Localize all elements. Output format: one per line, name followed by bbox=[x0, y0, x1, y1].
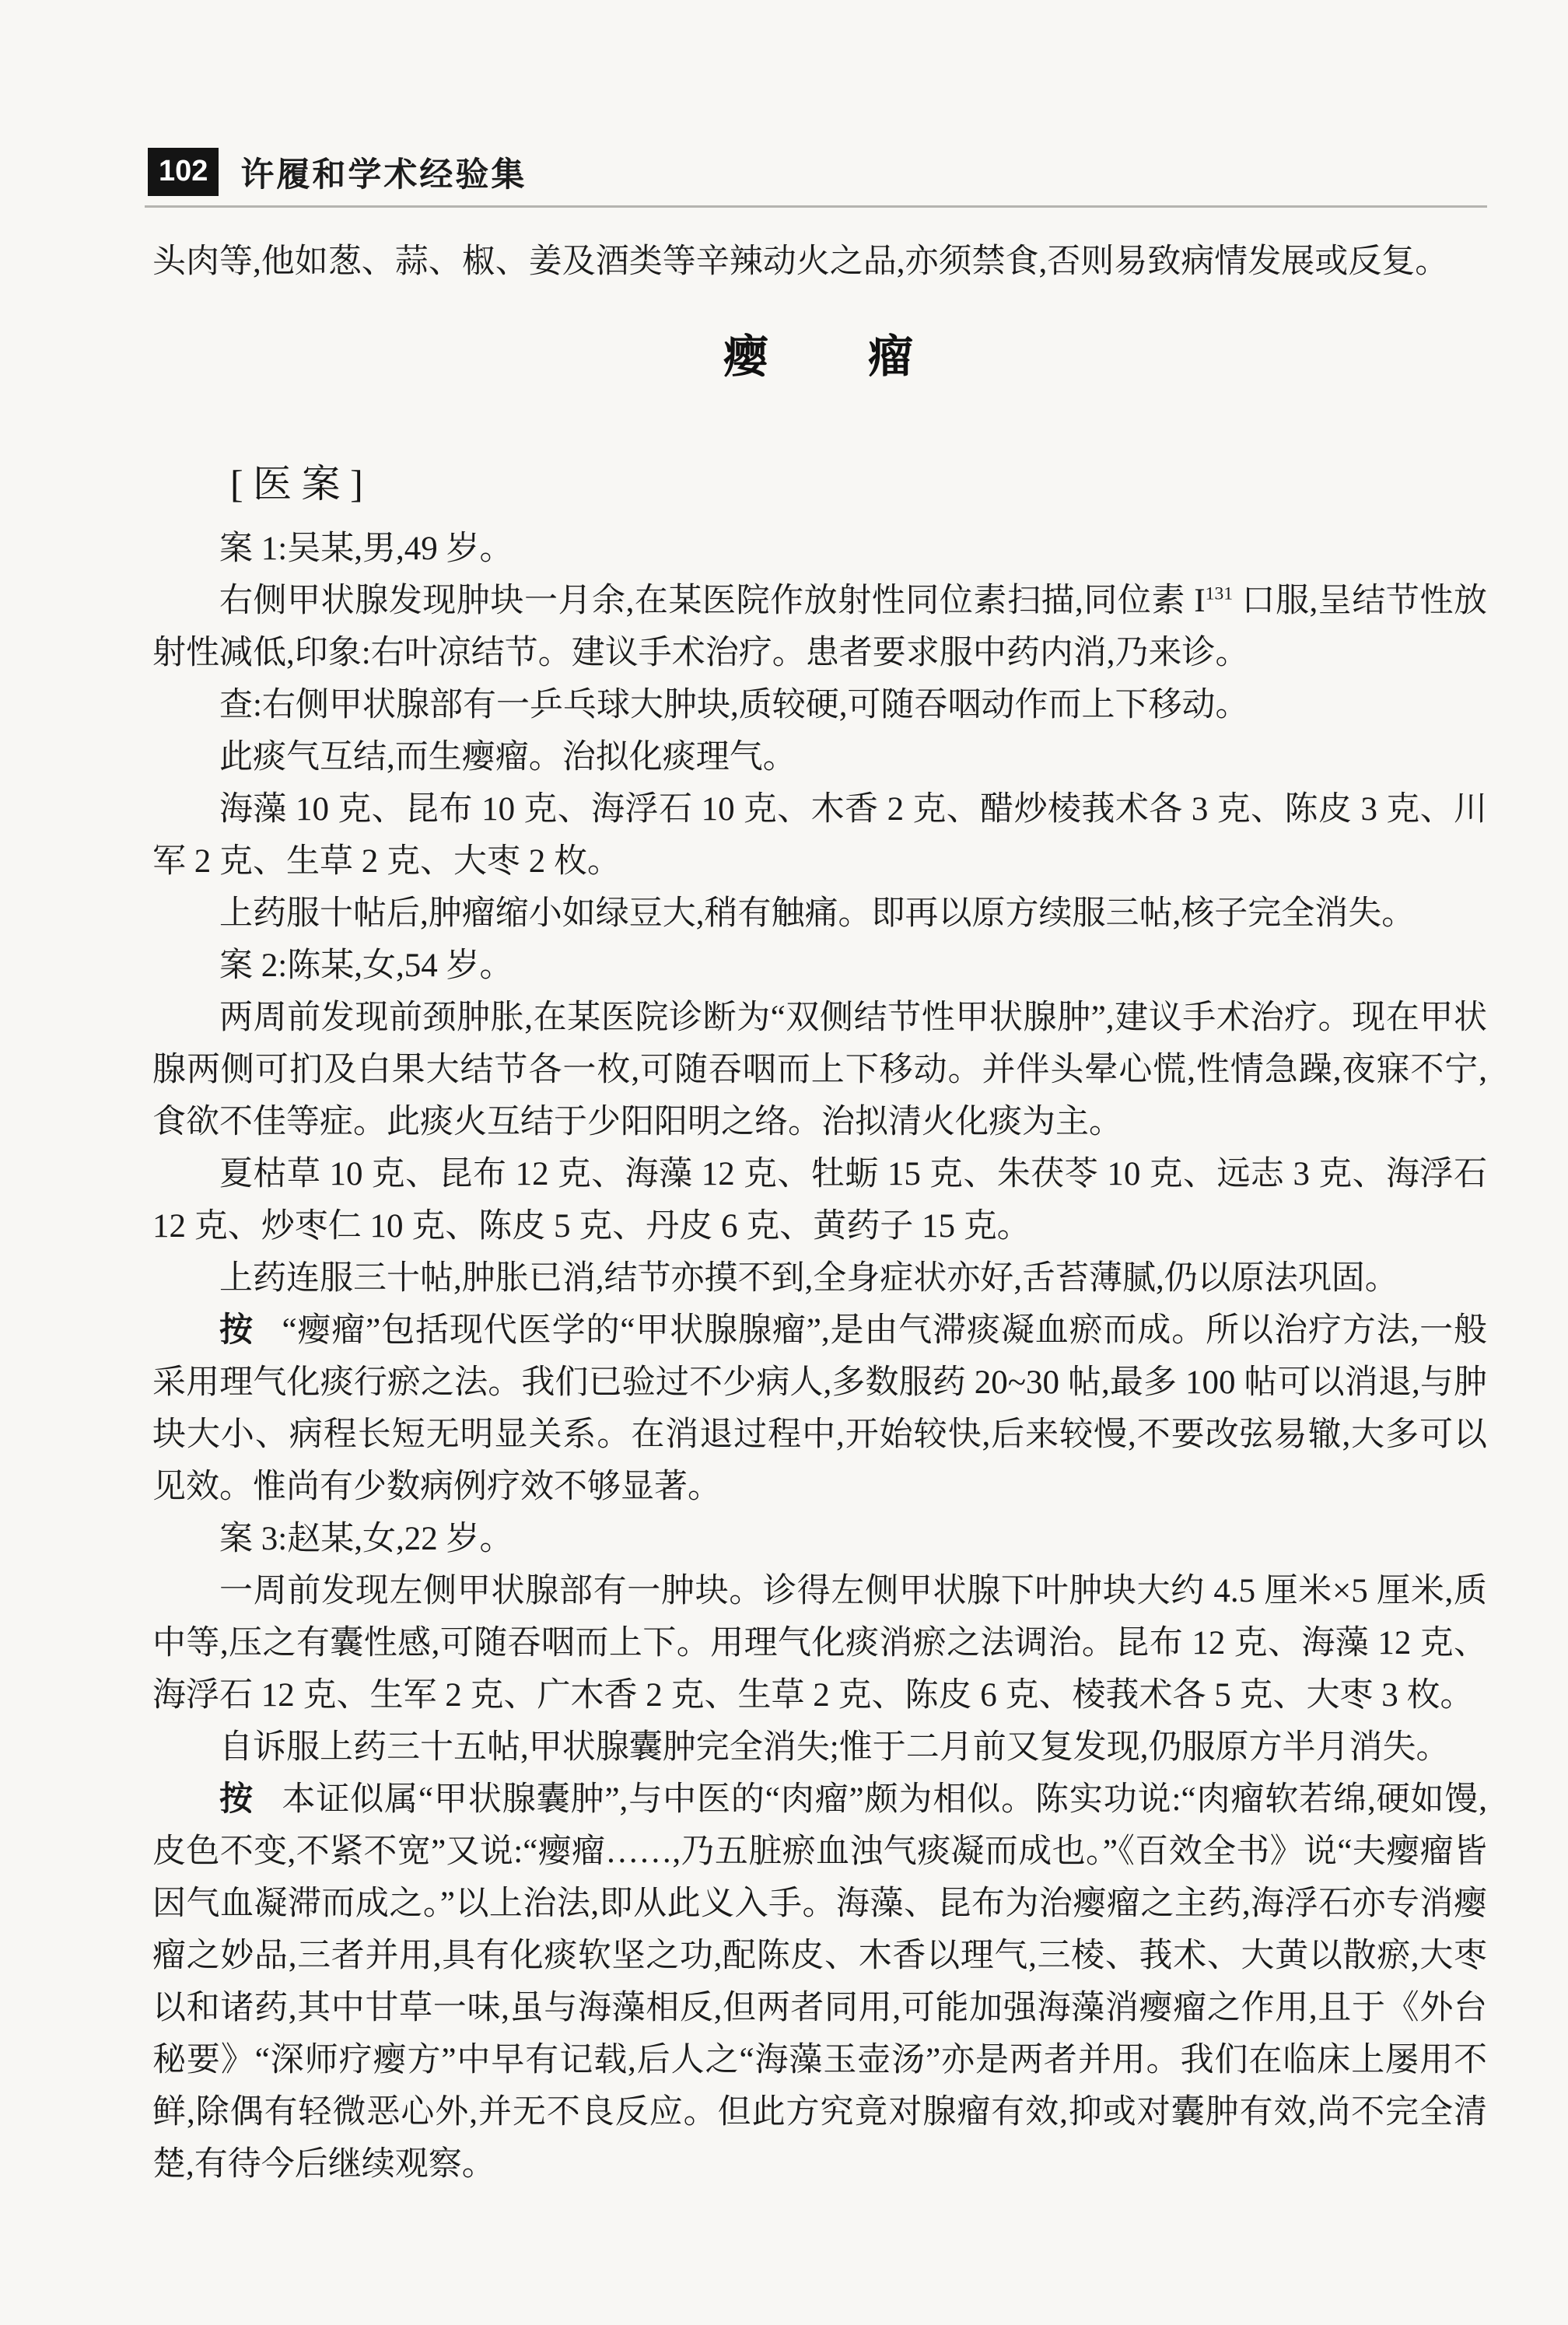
case1-outcome: 上药服十帖后,肿瘤缩小如绿豆大,稍有触痛。即再以原方续服三帖,核子完全消失。 bbox=[219, 895, 1416, 932]
cases-heading: [ 医 案 ] bbox=[230, 461, 363, 506]
case2-commentary bbox=[152, 1304, 1487, 1513]
page-header bbox=[148, 148, 1487, 196]
case2-outcome: 上药连服三十帖,肿胀已消,结节亦摸不到,全身症状亦好,舌苔薄腻,仍以原法巩固。 bbox=[219, 1259, 1398, 1297]
continuation-paragraph: 头肉等,他如葱、蒜、椒、姜及酒类等辛辣动火之品,亦须禁食,否则易致病情发展或反复。 bbox=[152, 243, 1449, 280]
case1-history bbox=[152, 575, 1487, 679]
case1-history-pre: 右侧甲状腺发现肿块一月余,在某医院作放射性同位素扫描,同位素 I bbox=[219, 582, 1206, 619]
case3-title: 案 3:赵某,女,22 岁。 bbox=[219, 1520, 513, 1557]
case1-pathogenesis: 此痰气互结,而生瘿瘤。治拟化痰理气。 bbox=[219, 738, 796, 776]
case1-exam: 查:右侧甲状腺部有一乒乓球大肿块,质较硬,可随吞咽动作而上下移动。 bbox=[219, 686, 1249, 723]
note-text: 本证似属“甲状腺囊肿”,与中医的“肉瘤”颇为相似。陈实功说:“肉瘤软若绵,硬如馒,皮色不变,不紧不宽”又说:“瘿瘤……,乃五脏瘀血浊气痰凝而成也。”《百效全书》说“夫瘿瘤皆因气血凝滞而成之。”以上治法,即从此义入手。海藻、昆布为治瘿瘤之主药,海浮石亦专消瘿瘤之妙品,三者并用,具有化痰软坚之功,配陈皮、木香以理气,三棱、莪术、大黄以散瘀,大枣以和诸药,其中甘草一味,虽与海藻相反,但两者同用,可能加强海藻消瘿瘤之作用,且于《外台秘要》“深师疗瘿方”中早有记载,后人之“海藻玉壶汤”亦是两者并用。我们在临床上屡用不鲜,除偶有轻微恶心外,并无不良反应。但此方究竟对腺瘤有效,抑或对囊肿有效,尚不完全清楚,有待今后继续观察。 bbox=[152, 1781, 1488, 2183]
header-divider bbox=[145, 205, 1487, 208]
case1-prescription: 海藻 10 克、昆布 10 克、海浮石 10 克、木香 2 克、醋炒棱莪术各 3 克、陈皮 3 克、川军 2 克、生草 2 克、大枣 2 枚。 bbox=[152, 790, 1487, 880]
case1-title: 案 1:吴某,男,49 岁。 bbox=[219, 530, 513, 567]
note-text: “瘿瘤”包括现代医学的“甲状腺腺瘤”,是由气滞痰凝血瘀而成。所以治疗方法,一般采用理气化痰行瘀之法。我们已验过不少病人,多数服药 20~30 帖,最多 100 帖可以消退,与肿块大小、病程长短无明显关系。在消退过程中,开始较快,后来较慢,不要改弦易辙,大多可以见效。惟尚有少数病例疗效不够显著。 bbox=[152, 1311, 1488, 1505]
case2-prescription: 夏枯草 10 克、昆布 12 克、海藻 12 克、牡蛎 15 克、朱茯苓 10 克、远志 3 克、海浮石 12 克、炒枣仁 10 克、陈皮 5 克、丹皮 6 克、黄药子 15 克。 bbox=[152, 1155, 1487, 1245]
case3-commentary bbox=[152, 1774, 1487, 2190]
case2-history: 两周前发现前颈肿胀,在某医院诊断为“双侧结节性甲状腺肿”,建议手术治疗。现在甲状腺两侧可扪及白果大结节各一枚,可随吞咽而上下移动。并伴头晕心慌,性情急躁,夜寐不宁,食欲不佳等症。此痰火互结于少阳阳明之络。治拟清火化痰为主。 bbox=[152, 999, 1487, 1140]
case3-outcome: 自诉服上药三十五帖,甲状腺囊肿完全消失;惟于二月前又复发现,仍服原方半月消失。 bbox=[219, 1728, 1450, 1766]
note-label: 按 bbox=[219, 1781, 254, 1818]
page-body bbox=[152, 236, 1487, 2190]
case3-history: 一周前发现左侧甲状腺部有一肿块。诊得左侧甲状腺下叶肿块大约 4.5 厘米×5 厘米,质中等,压之有囊性感,可随吞咽而上下。用理气化痰消瘀之法调治。昆布 12 克、海藻 12 克、海浮石 12 克、生军 2 克、广木香 2 克、生草 2 克、陈皮 6 克、棱莪术各 5 克、大枣 3 枚。 bbox=[152, 1572, 1487, 1714]
page-number-badge: 102 bbox=[148, 148, 219, 196]
book-title: 许履和学术经验集 bbox=[240, 156, 527, 194]
section-title: 瘿 瘤 bbox=[723, 331, 916, 382]
note-label: 按 bbox=[219, 1311, 254, 1349]
case1-history-post: 口服,呈结节性放射性减低,印象:右叶凉结节。建议手术治疗。患者要求服中药内消,乃来诊。 bbox=[152, 582, 1487, 671]
isotope-superscript: 131 bbox=[1205, 583, 1234, 604]
case2-title: 案 2:陈某,女,54 岁。 bbox=[219, 947, 513, 984]
